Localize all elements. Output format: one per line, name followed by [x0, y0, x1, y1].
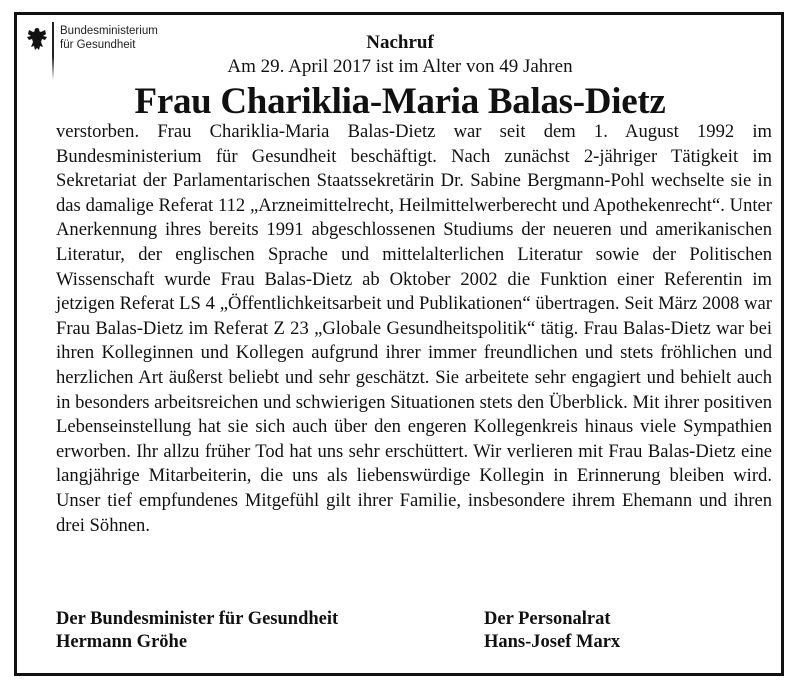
- logo-line-1: Bundesministerium: [60, 25, 158, 37]
- signature-council-title: Der Personalrat: [484, 609, 611, 629]
- signature-council-name: Hans-Josef Marx: [484, 632, 621, 652]
- signature-ministry: [56, 608, 338, 654]
- signature-ministry-title: Der Bundesminister für Gesundheit: [56, 609, 339, 629]
- logo-line-2: für Gesundheit: [60, 39, 136, 51]
- notice-body: verstorben. Frau Chariklia-Maria Balas-Dietz war seit dem 1. August 1992 im Bundesministerium für Gesundheit beschäftigt. Nach zunächst 2-jähriger Tätigkeit im Sekretariat der Parlamentarischen Staatssekretärin Dr. Sabine Bergmann-Pohl wechselte sie in das damalige Referat 112 „Arzneimittelrecht, Heilmittelwerberecht und Apothekenrecht“. Unter Anerkennung ihres bereits 1991 abgeschlossenen Studiums der neueren und amerikanischen Literatur, der englischen Sprache und mittelalterlichen Literatur sowie der Politischen Wissenschaft wurde Frau Balas-Dietz ab Oktober 2002 die Funktion einer Referentin im jetzigen Referat LS 4 „Öffentlichkeitsarbeit und Publikationen“ übertragen. Seit März 2008 war Frau Balas-Dietz im Referat Z 23 „Globale Gesundheitspolitik“ tätig. Frau Balas-Dietz war bei ihren Kolleginnen und Kollegen aufgrund ihrer immer freundlichen und stets fröhlichen und herzlichen Art äußerst beliebt und sehr geschätzt. Sie arbeitete sehr engagiert und behielt auch in besonders arbeitsreichen und schwierigen Situationen stets den Überblick. Mit ihrer positiven Lebenseinstellung hat sie sich auch über den engeren Kollegenkreis hinaus viele Sympathien erworben. Ihr allzu früher Tod hat uns sehr erschüttert. Wir verlieren mit Frau Balas-Dietz eine langjährige Mitarbeiterin, die uns als liebenswürdige Kollegin in Erinnerung bleiben wird. Unser tief empfundenes Mitgefühl gilt ihrer Familie, insbesondere ihrem Ehemann und ihren drei Söhnen.: [56, 121, 772, 536]
- deceased-name: Frau Chariklia-Maria Balas-Dietz: [134, 81, 666, 122]
- signature-staff-council: [484, 608, 620, 654]
- notice-heading: Nachruf: [366, 32, 434, 53]
- date-line: Am 29. April 2017 ist im Alter von 49 Jahren: [227, 56, 573, 77]
- signature-ministry-name: Hermann Gröhe: [56, 632, 188, 652]
